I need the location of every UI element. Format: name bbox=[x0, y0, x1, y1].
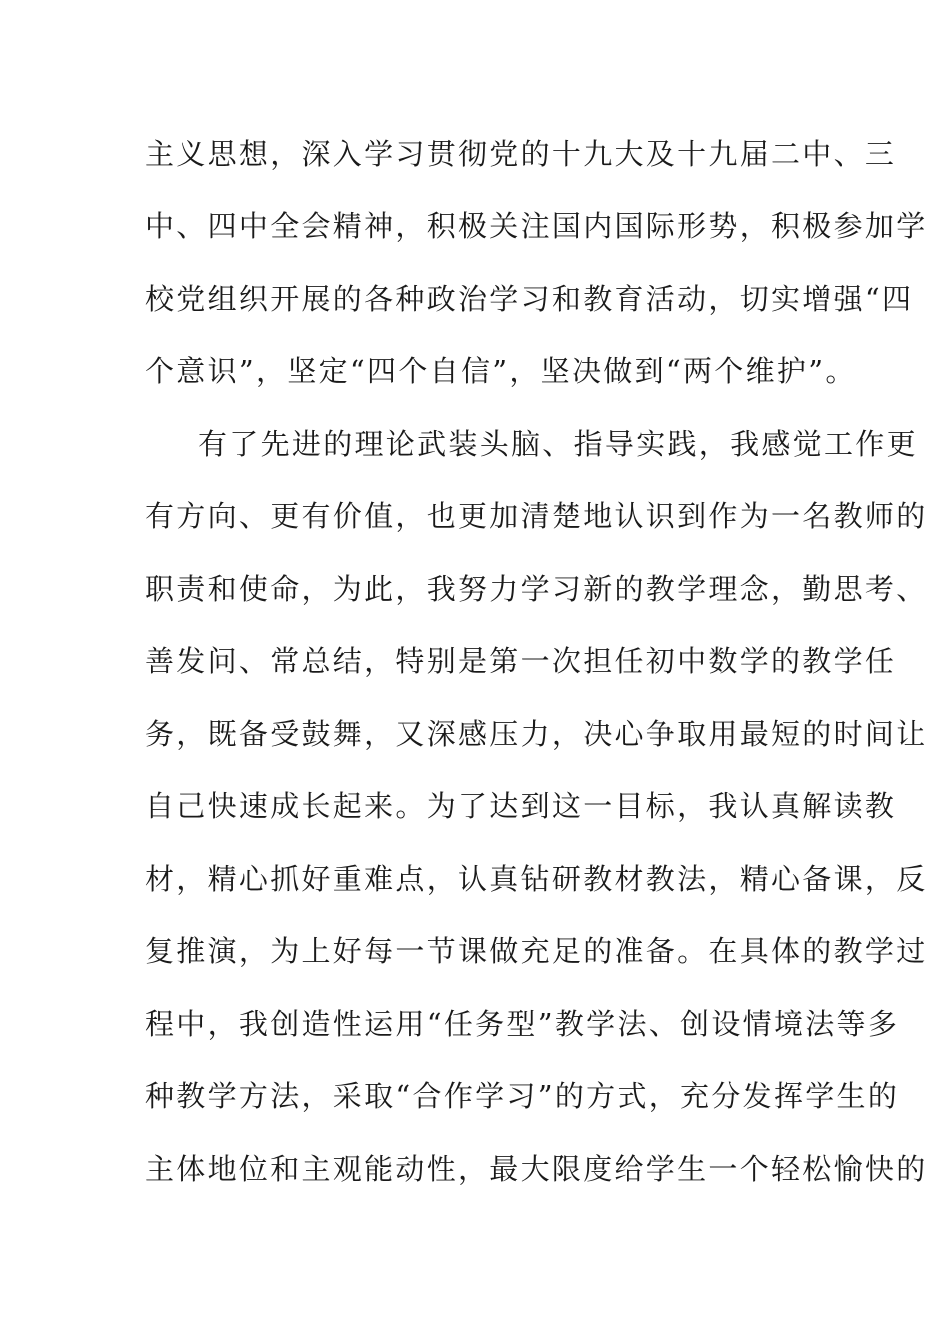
text-line: 个意识”，坚定“四个自信”，坚决做到“两个维护”。 bbox=[145, 354, 857, 388]
text-line: 职责和使命，为此，我努力学习新的教学理念，勤思考、 bbox=[145, 572, 928, 606]
text-line: 种教学方法，采取“合作学习”的方式，充分发挥学生的 bbox=[145, 1079, 900, 1113]
text-line: 中、四中全会精神，积极关注国内国际形势，积极参加学 bbox=[145, 209, 928, 243]
text-line: 材，精心抓好重难点，认真钻研教材教法，精心备课，反 bbox=[145, 862, 928, 896]
text-line: 主体地位和主观能动性，最大限度给学生一个轻松愉快的 bbox=[145, 1152, 928, 1186]
text-line: 有方向、更有价值，也更加清楚地认识到作为一名教师的 bbox=[145, 499, 928, 533]
text-line: 主义思想，深入学习贯彻党的十九大及十九届二中、三 bbox=[145, 137, 897, 171]
paragraph-first-line: 有了先进的理论武装头脑、指导实践，我感觉工作更 bbox=[198, 427, 918, 461]
text-line: 善发问、常总结，特别是第一次担任初中数学的教学任 bbox=[145, 644, 897, 678]
text-line: 务，既备受鼓舞，又深感压力，决心争取用最短的时间让 bbox=[145, 717, 928, 751]
text-line: 校党组织开展的各种政治学习和教育活动，切实增强“四 bbox=[145, 282, 914, 316]
text-line: 自己快速成长起来。为了达到这一目标，我认真解读教 bbox=[145, 789, 897, 823]
text-line: 程中，我创造性运用“任务型”教学法、创设情境法等多 bbox=[145, 1007, 900, 1041]
text-line: 复推演，为上好每一节课做充足的准备。在具体的教学过 bbox=[145, 934, 928, 968]
